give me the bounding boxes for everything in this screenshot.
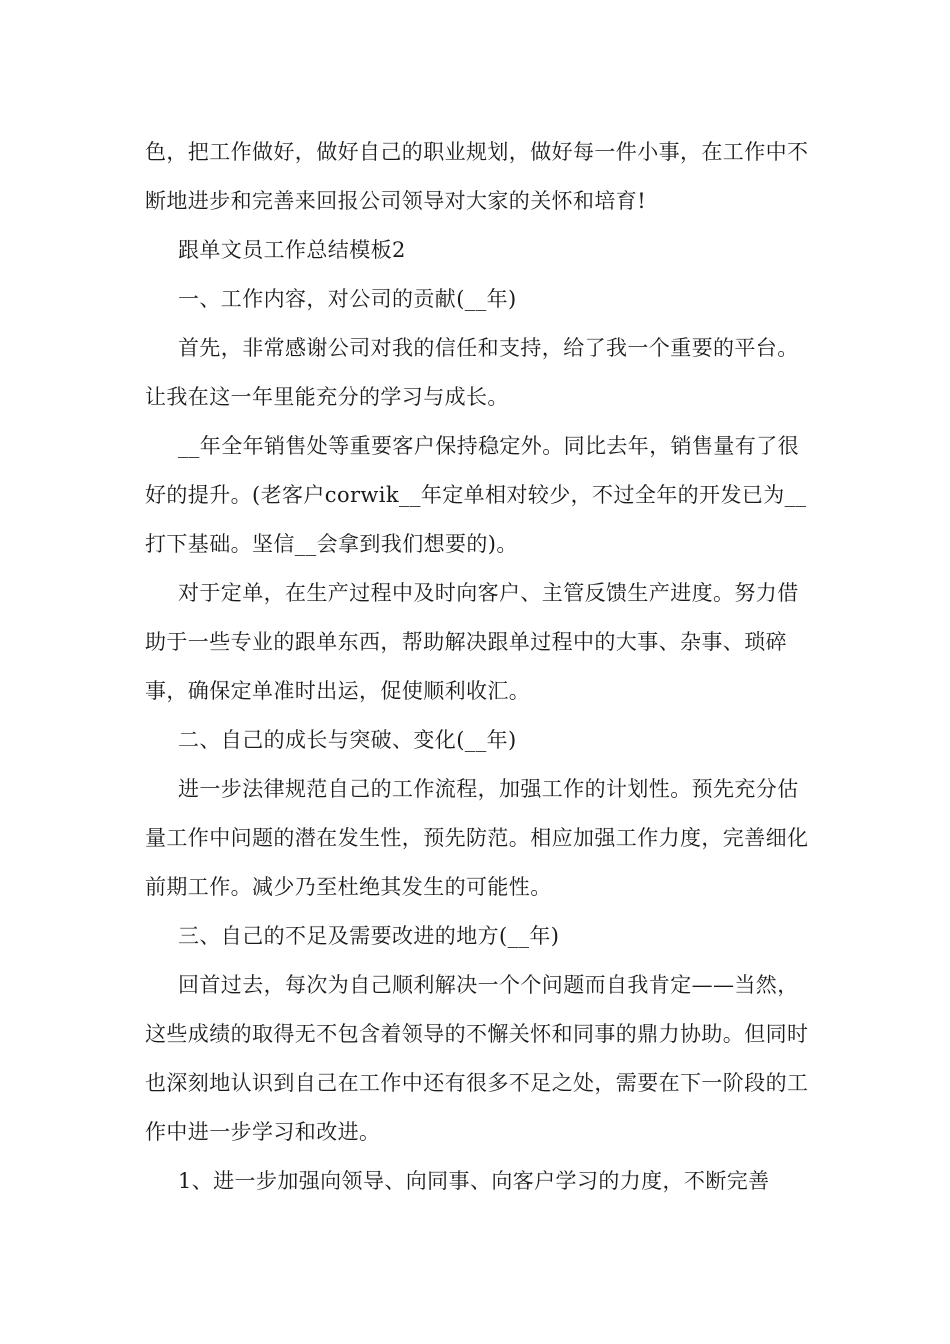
heading-work-content: 一、工作内容，对公司的贡献(__年) bbox=[178, 287, 517, 311]
paragraph-sales: __年全年销售处等重要客户保持稳定外。同比去年，销售量有了很好的提升。(老客户corwik__年定单相对较少，不过全年的开发已为__打下基础。坚信__会拿到我们想要的)。 bbox=[145, 434, 807, 556]
heading-growth: 二、自己的成长与突破、变化(__年) bbox=[178, 728, 517, 752]
paragraph-review: 回首过去，每次为自己顺利解决一个个问题而自我肯定——当然，这些成绩的取得无不包含着领导的不懈关怀和同事的鼎力协助。但同时也深刻地认识到自己在工作中还有很多不足之处，需要在下一阶段的工作中进一步学习和改进。 bbox=[145, 973, 809, 1144]
paragraph-orders: 对于定单，在生产过程中及时向客户、主管反馈生产进度。努力借助于一些专业的跟单东西，帮助解决跟单过程中的大事、杂事、琐碎事，确保定单准时出运，促使顺利收汇。 bbox=[145, 581, 799, 703]
section-title: 跟单文员工作总结模板2 bbox=[178, 238, 406, 262]
paragraph-continuation: 色，把工作做好，做好自己的职业规划，做好每一件小事，在工作中不断地进步和完善来回报公司领导对大家的关怀和培育! bbox=[145, 140, 809, 213]
paragraph-thanks: 首先，非常感谢公司对我的信任和支持，给了我一个重要的平台。让我在这一年里能充分的学习与成长。 bbox=[145, 336, 799, 409]
paragraph-process: 进一步法律规范自己的工作流程，加强工作的计划性。预先充分估量工作中问题的潜在发生性，预先防范。相应加强工作力度，完善细化前期工作。减少乃至杜绝其发生的可能性。 bbox=[145, 777, 809, 899]
document-body bbox=[145, 128, 810, 1206]
list-item-1: 1、进一步加强向领导、向同事、向客户学习的力度，不断完善 bbox=[178, 1169, 770, 1193]
heading-shortcomings: 三、自己的不足及需要改进的地方(__年) bbox=[178, 924, 560, 948]
